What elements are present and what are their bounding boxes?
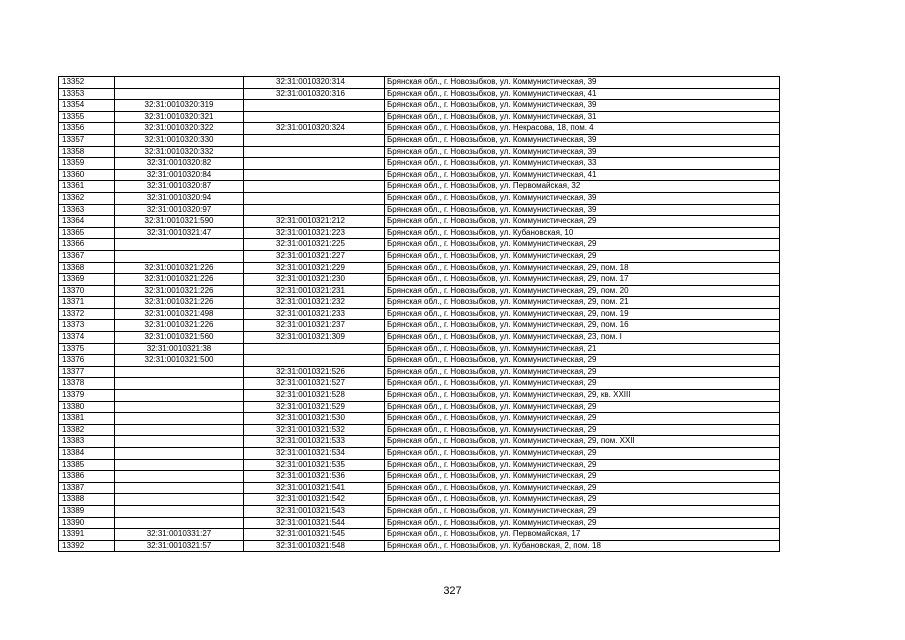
property-table-body	[59, 77, 780, 552]
row-number-cell: 13372	[59, 308, 115, 320]
cadastral-number-cell: 32:31:0010321:528	[244, 390, 385, 402]
row-number-cell: 13355	[59, 111, 115, 123]
table-row	[59, 401, 780, 413]
table-row	[59, 181, 780, 193]
row-number-cell: 13369	[59, 274, 115, 286]
cadastral-number-cell	[244, 192, 385, 204]
address-cell: Брянская обл., г. Новозыбков, ул. Коммунистическая, 29	[385, 413, 780, 425]
cadastral-number-cell: 32:31:0010321:530	[244, 413, 385, 425]
table-row	[59, 216, 780, 228]
parent-cadastral-number-cell	[115, 413, 244, 425]
cadastral-number-cell: 32:31:0010321:542	[244, 494, 385, 506]
page-number: 327	[443, 585, 462, 597]
row-number-cell: 13361	[59, 181, 115, 193]
row-number-cell: 13370	[59, 285, 115, 297]
parent-cadastral-number-cell	[115, 366, 244, 378]
row-number-cell: 13356	[59, 123, 115, 135]
cadastral-number-cell: 32:31:0010321:527	[244, 378, 385, 390]
address-cell: Брянская обл., г. Новозыбков, ул. Коммунистическая, 29	[385, 517, 780, 529]
cadastral-number-cell	[244, 158, 385, 170]
parent-cadastral-number-cell: 32:31:0010320:319	[115, 100, 244, 112]
parent-cadastral-number-cell: 32:31:0010321:38	[115, 343, 244, 355]
cadastral-number-cell: 32:31:0010320:324	[244, 123, 385, 135]
row-number-cell: 13381	[59, 413, 115, 425]
cadastral-number-cell: 32:31:0010321:212	[244, 216, 385, 228]
table-row	[59, 146, 780, 158]
row-number-cell: 13359	[59, 158, 115, 170]
address-cell: Брянская обл., г. Новозыбков, ул. Коммунистическая, 41	[385, 88, 780, 100]
table-row	[59, 343, 780, 355]
parent-cadastral-number-cell: 32:31:0010321:498	[115, 308, 244, 320]
cadastral-number-cell: 32:31:0010321:543	[244, 505, 385, 517]
address-cell: Брянская обл., г. Новозыбков, ул. Коммунистическая, 29	[385, 471, 780, 483]
table-row	[59, 285, 780, 297]
row-number-cell: 13375	[59, 343, 115, 355]
address-cell: Брянская обл., г. Новозыбков, ул. Коммунистическая, 39	[385, 100, 780, 112]
parent-cadastral-number-cell: 32:31:0010321:226	[115, 274, 244, 286]
address-cell: Брянская обл., г. Новозыбков, ул. Коммунистическая, 29	[385, 448, 780, 460]
row-number-cell: 13374	[59, 332, 115, 344]
row-number-cell: 13391	[59, 529, 115, 541]
row-number-cell: 13366	[59, 239, 115, 251]
parent-cadastral-number-cell: 32:31:0010320:97	[115, 204, 244, 216]
cadastral-number-cell: 32:31:0010321:541	[244, 482, 385, 494]
row-number-cell: 13363	[59, 204, 115, 216]
row-number-cell: 13360	[59, 169, 115, 181]
table-row	[59, 77, 780, 89]
parent-cadastral-number-cell: 32:31:0010321:560	[115, 332, 244, 344]
parent-cadastral-number-cell: 32:31:0010320:322	[115, 123, 244, 135]
table-row	[59, 204, 780, 216]
address-cell: Брянская обл., г. Новозыбков, ул. Коммунистическая, 29	[385, 424, 780, 436]
address-cell: Брянская обл., г. Новозыбков, ул. Коммунистическая, 39	[385, 204, 780, 216]
table-row	[59, 227, 780, 239]
table-row	[59, 250, 780, 262]
cadastral-number-cell: 32:31:0010321:532	[244, 424, 385, 436]
parent-cadastral-number-cell: 32:31:0010320:94	[115, 192, 244, 204]
cadastral-number-cell	[244, 169, 385, 181]
address-cell: Брянская обл., г. Новозыбков, ул. Коммунистическая, 29	[385, 366, 780, 378]
cadastral-number-cell: 32:31:0010321:231	[244, 285, 385, 297]
table-row	[59, 100, 780, 112]
parent-cadastral-number-cell	[115, 505, 244, 517]
row-number-cell: 13380	[59, 401, 115, 413]
address-cell: Брянская обл., г. Новозыбков, ул. Коммунистическая, 29, пом. 17	[385, 274, 780, 286]
table-row	[59, 332, 780, 344]
address-cell: Брянская обл., г. Новозыбков, ул. Коммунистическая, 33	[385, 158, 780, 170]
address-cell: Брянская обл., г. Новозыбков, ул. Первомайская, 17	[385, 529, 780, 541]
address-cell: Брянская обл., г. Новозыбков, ул. Коммунистическая, 29, пом. 20	[385, 285, 780, 297]
parent-cadastral-number-cell	[115, 517, 244, 529]
row-number-cell: 13389	[59, 505, 115, 517]
cadastral-number-cell: 32:31:0010321:548	[244, 540, 385, 552]
address-cell: Брянская обл., г. Новозыбков, ул. Некрасова, 18, пом. 4	[385, 123, 780, 135]
table-row	[59, 448, 780, 460]
table-row	[59, 471, 780, 483]
parent-cadastral-number-cell: 32:31:0010320:330	[115, 134, 244, 146]
parent-cadastral-number-cell	[115, 378, 244, 390]
address-cell: Брянская обл., г. Новозыбков, ул. Первомайская, 32	[385, 181, 780, 193]
cadastral-number-cell	[244, 134, 385, 146]
row-number-cell: 13392	[59, 540, 115, 552]
cadastral-number-cell: 32:31:0010321:535	[244, 459, 385, 471]
table-row	[59, 320, 780, 332]
address-cell: Брянская обл., г. Новозыбков, ул. Коммунистическая, 29	[385, 355, 780, 367]
row-number-cell: 13379	[59, 390, 115, 402]
parent-cadastral-number-cell: 32:31:0010331:27	[115, 529, 244, 541]
address-cell: Брянская обл., г. Новозыбков, ул. Коммунистическая, 29	[385, 401, 780, 413]
cadastral-number-cell: 32:31:0010320:316	[244, 88, 385, 100]
parent-cadastral-number-cell: 32:31:0010321:226	[115, 262, 244, 274]
row-number-cell: 13384	[59, 448, 115, 460]
cadastral-number-cell: 32:31:0010321:536	[244, 471, 385, 483]
row-number-cell: 13377	[59, 366, 115, 378]
table-row	[59, 529, 780, 541]
table-row	[59, 390, 780, 402]
parent-cadastral-number-cell	[115, 459, 244, 471]
address-cell: Брянская обл., г. Новозыбков, ул. Коммунистическая, 29	[385, 216, 780, 228]
address-cell: Брянская обл., г. Новозыбков, ул. Коммунистическая, 29, пом. 16	[385, 320, 780, 332]
parent-cadastral-number-cell	[115, 77, 244, 89]
row-number-cell: 13357	[59, 134, 115, 146]
parent-cadastral-number-cell	[115, 88, 244, 100]
address-cell: Брянская обл., г. Новозыбков, ул. Коммунистическая, 29, пом. XXII	[385, 436, 780, 448]
cadastral-number-cell: 32:31:0010321:529	[244, 401, 385, 413]
address-cell: Брянская обл., г. Новозыбков, ул. Коммунистическая, 29	[385, 239, 780, 251]
parent-cadastral-number-cell: 32:31:0010321:47	[115, 227, 244, 239]
address-cell: Брянская обл., г. Новозыбков, ул. Коммунистическая, 29, пом. 18	[385, 262, 780, 274]
parent-cadastral-number-cell	[115, 390, 244, 402]
address-cell: Брянская обл., г. Новозыбков, ул. Кубановская, 2, пом. 18	[385, 540, 780, 552]
cadastral-number-cell: 32:31:0010321:526	[244, 366, 385, 378]
address-cell: Брянская обл., г. Новозыбков, ул. Коммунистическая, 39	[385, 192, 780, 204]
table-row	[59, 378, 780, 390]
cadastral-number-cell: 32:31:0010320:314	[244, 77, 385, 89]
table-row	[59, 355, 780, 367]
table-row	[59, 424, 780, 436]
row-number-cell: 13365	[59, 227, 115, 239]
row-number-cell: 13387	[59, 482, 115, 494]
row-number-cell: 13383	[59, 436, 115, 448]
table-row	[59, 123, 780, 135]
cadastral-number-cell	[244, 100, 385, 112]
cadastral-number-cell: 32:31:0010321:229	[244, 262, 385, 274]
address-cell: Брянская обл., г. Новозыбков, ул. Коммунистическая, 39	[385, 134, 780, 146]
row-number-cell: 13362	[59, 192, 115, 204]
row-number-cell: 13376	[59, 355, 115, 367]
parent-cadastral-number-cell: 32:31:0010321:226	[115, 320, 244, 332]
cadastral-number-cell: 32:31:0010321:309	[244, 332, 385, 344]
table-row	[59, 482, 780, 494]
parent-cadastral-number-cell	[115, 424, 244, 436]
property-table	[58, 76, 780, 552]
address-cell: Брянская обл., г. Новозыбков, ул. Коммунистическая, 29, пом. 19	[385, 308, 780, 320]
cadastral-number-cell: 32:31:0010321:233	[244, 308, 385, 320]
cadastral-number-cell	[244, 146, 385, 158]
parent-cadastral-number-cell	[115, 482, 244, 494]
parent-cadastral-number-cell: 32:31:0010320:332	[115, 146, 244, 158]
table-row	[59, 517, 780, 529]
cadastral-number-cell: 32:31:0010321:544	[244, 517, 385, 529]
row-number-cell: 13385	[59, 459, 115, 471]
parent-cadastral-number-cell: 32:31:0010320:321	[115, 111, 244, 123]
row-number-cell: 13353	[59, 88, 115, 100]
row-number-cell: 13367	[59, 250, 115, 262]
address-cell: Брянская обл., г. Новозыбков, ул. Коммунистическая, 29	[385, 482, 780, 494]
table-row	[59, 274, 780, 286]
parent-cadastral-number-cell: 32:31:0010320:82	[115, 158, 244, 170]
row-number-cell: 13371	[59, 297, 115, 309]
cadastral-number-cell: 32:31:0010321:225	[244, 239, 385, 251]
cadastral-number-cell: 32:31:0010321:533	[244, 436, 385, 448]
address-cell: Брянская обл., г. Новозыбков, ул. Коммунистическая, 21	[385, 343, 780, 355]
parent-cadastral-number-cell: 32:31:0010321:226	[115, 297, 244, 309]
address-cell: Брянская обл., г. Новозыбков, ул. Коммунистическая, 39	[385, 77, 780, 89]
table-row	[59, 134, 780, 146]
table-row	[59, 459, 780, 471]
cadastral-number-cell: 32:31:0010321:230	[244, 274, 385, 286]
parent-cadastral-number-cell	[115, 494, 244, 506]
address-cell: Брянская обл., г. Новозыбков, ул. Коммунистическая, 29	[385, 250, 780, 262]
table-row	[59, 413, 780, 425]
cadastral-number-cell: 32:31:0010321:227	[244, 250, 385, 262]
address-cell: Брянская обл., г. Новозыбков, ул. Коммунистическая, 31	[385, 111, 780, 123]
table-row	[59, 540, 780, 552]
table-row	[59, 111, 780, 123]
address-cell: Брянская обл., г. Новозыбков, ул. Коммунистическая, 29	[385, 494, 780, 506]
row-number-cell: 13358	[59, 146, 115, 158]
parent-cadastral-number-cell: 32:31:0010321:57	[115, 540, 244, 552]
parent-cadastral-number-cell	[115, 401, 244, 413]
row-number-cell: 13388	[59, 494, 115, 506]
row-number-cell: 13352	[59, 77, 115, 89]
row-number-cell: 13382	[59, 424, 115, 436]
parent-cadastral-number-cell	[115, 471, 244, 483]
parent-cadastral-number-cell: 32:31:0010321:226	[115, 285, 244, 297]
parent-cadastral-number-cell: 32:31:0010320:84	[115, 169, 244, 181]
row-number-cell: 13364	[59, 216, 115, 228]
row-number-cell: 13373	[59, 320, 115, 332]
cadastral-number-cell: 32:31:0010321:223	[244, 227, 385, 239]
parent-cadastral-number-cell	[115, 448, 244, 460]
cadastral-number-cell: 32:31:0010321:237	[244, 320, 385, 332]
parent-cadastral-number-cell	[115, 250, 244, 262]
table-row	[59, 505, 780, 517]
address-cell: Брянская обл., г. Новозыбков, ул. Коммунистическая, 41	[385, 169, 780, 181]
row-number-cell: 13390	[59, 517, 115, 529]
row-number-cell: 13354	[59, 100, 115, 112]
cadastral-number-cell: 32:31:0010321:232	[244, 297, 385, 309]
address-cell: Брянская обл., г. Новозыбков, ул. Коммунистическая, 29	[385, 378, 780, 390]
address-cell: Брянская обл., г. Новозыбков, ул. Кубановская, 10	[385, 227, 780, 239]
parent-cadastral-number-cell: 32:31:0010321:500	[115, 355, 244, 367]
parent-cadastral-number-cell	[115, 239, 244, 251]
table-row	[59, 436, 780, 448]
cadastral-number-cell	[244, 204, 385, 216]
address-cell: Брянская обл., г. Новозыбков, ул. Коммунистическая, 29	[385, 505, 780, 517]
table-row	[59, 158, 780, 170]
row-number-cell: 13378	[59, 378, 115, 390]
table-row	[59, 88, 780, 100]
cadastral-number-cell	[244, 343, 385, 355]
address-cell: Брянская обл., г. Новозыбков, ул. Коммунистическая, 39	[385, 146, 780, 158]
table-row	[59, 297, 780, 309]
cadastral-number-cell	[244, 355, 385, 367]
table-row	[59, 308, 780, 320]
table-row	[59, 169, 780, 181]
row-number-cell: 13368	[59, 262, 115, 274]
table-row	[59, 192, 780, 204]
cadastral-number-cell: 32:31:0010321:545	[244, 529, 385, 541]
cadastral-number-cell	[244, 111, 385, 123]
address-cell: Брянская обл., г. Новозыбков, ул. Коммунистическая, 29	[385, 459, 780, 471]
table-row	[59, 366, 780, 378]
table-row	[59, 494, 780, 506]
table-row	[59, 262, 780, 274]
cadastral-number-cell	[244, 181, 385, 193]
address-cell: Брянская обл., г. Новозыбков, ул. Коммунистическая, 29, кв. XXIII	[385, 390, 780, 402]
table-row	[59, 239, 780, 251]
row-number-cell: 13386	[59, 471, 115, 483]
address-cell: Брянская обл., г. Новозыбков, ул. Коммунистическая, 23, пом. I	[385, 332, 780, 344]
parent-cadastral-number-cell: 32:31:0010320:87	[115, 181, 244, 193]
parent-cadastral-number-cell	[115, 436, 244, 448]
address-cell: Брянская обл., г. Новозыбков, ул. Коммунистическая, 29, пом. 21	[385, 297, 780, 309]
parent-cadastral-number-cell: 32:31:0010321:590	[115, 216, 244, 228]
cadastral-number-cell: 32:31:0010321:534	[244, 448, 385, 460]
